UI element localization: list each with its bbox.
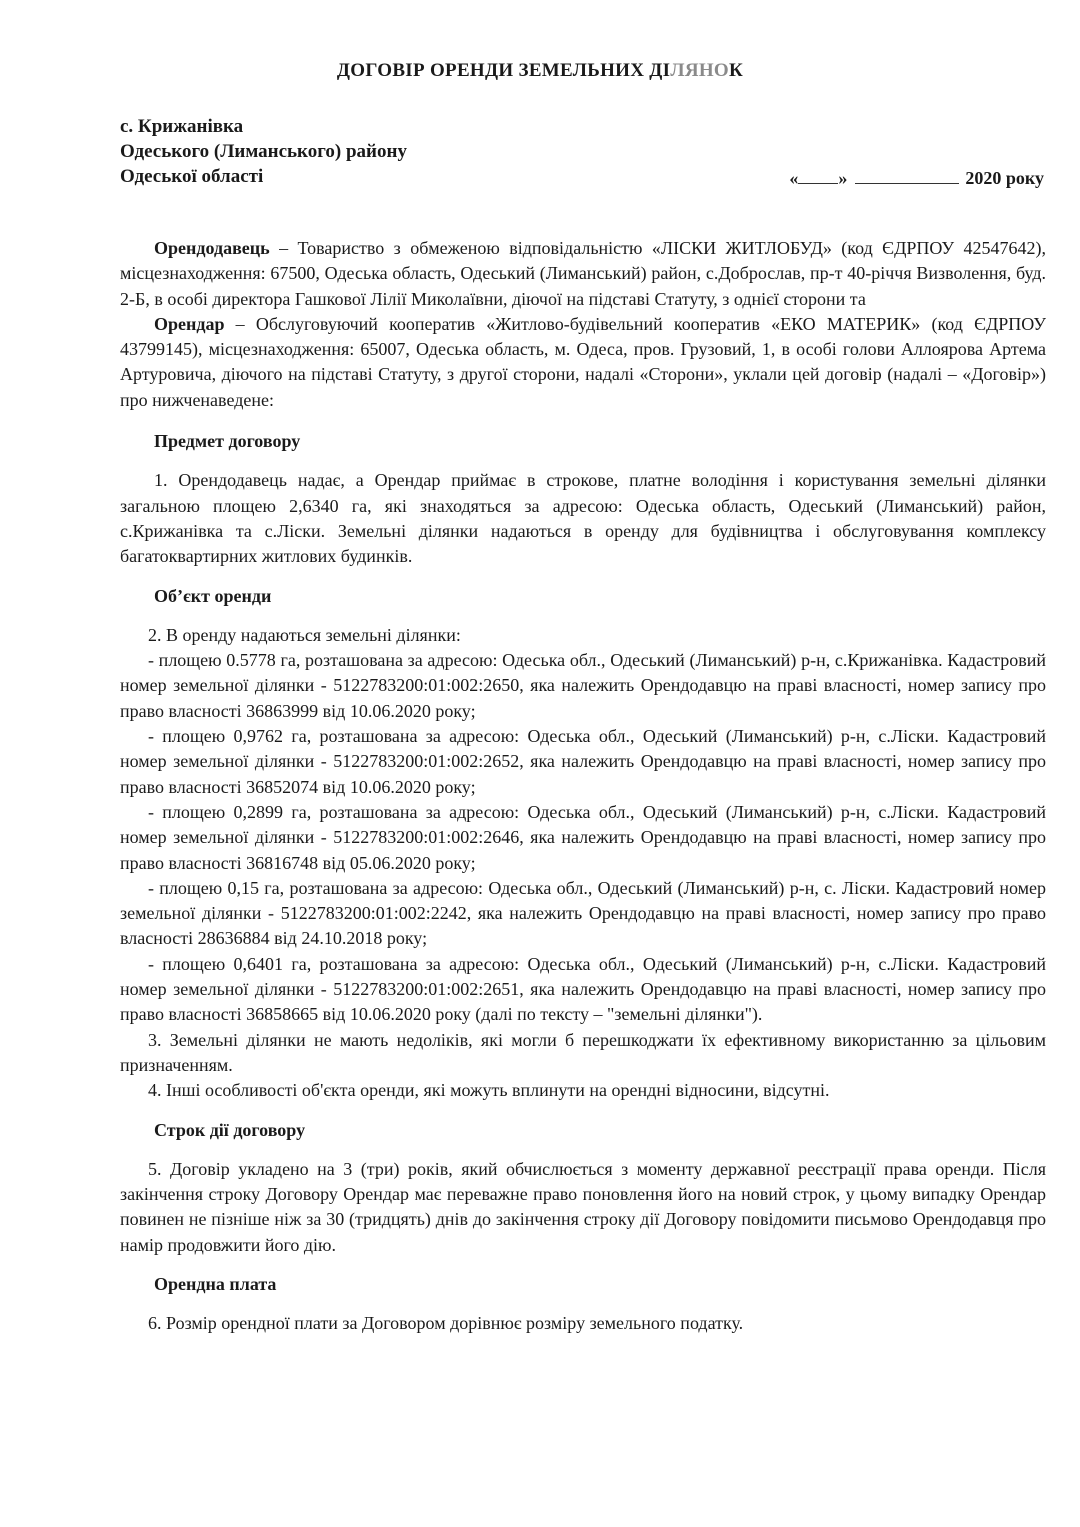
title-faded-text: ЛЯНО [670, 60, 730, 81]
clause-4: 4. Інші особливості об'єкта оренди, які можуть вплинути на орендні відносини, відсутні. [148, 1080, 830, 1101]
section-heading-term: Строк дії договору [154, 1119, 306, 1140]
title-end-text: К [729, 60, 744, 81]
lessor-label: Орендодавець [154, 238, 270, 258]
place-line-village: с. Крижанівка [120, 116, 244, 137]
land-plot-item: - площею 0,6401 га, розташована за адресою: Одеська обл., Одеський (Лиманський) р-н, с.Ліски. Кадастровий номер земельної ділянки - 5122783200:01:002:2651, яка належить Орендодавцю на праві власності, номер запису про право власності 36858665 від 10.06.2020 року (далі по тексту – "земельні ділянки"). [120, 953, 1046, 1025]
section-heading-rent: Орендна плата [154, 1273, 277, 1294]
section-heading-object: Об’єкт оренди [154, 585, 272, 606]
date-open-quote: « [789, 168, 799, 188]
place-line-district: Одеського (Лиманського) району [120, 141, 407, 162]
document-title [0, 60, 1080, 82]
clause-5: 5. Договір укладено на 3 (три) років, який обчислюється з моменту державної реєстрації права оренди. Після закінчення строку Договору Орендар має переважне право поновлення його на новий строк, у цьому випадку Орендар повинен не пізніше ніж за 30 (тридцять) днів до закінчення строку дії Договору повідомити письмово Орендодавця про намір продовжити його дію. [120, 1158, 1046, 1255]
clause-6: 6. Розмір орендної плати за Договором дорівнює розміру земельного податку. [148, 1313, 744, 1334]
lessee-paragraph [120, 312, 1046, 413]
land-plot-item: - площею 0,9762 га, розташована за адресою: Одеська обл., Одеський (Лиманський) р-н, с.Ліски. Кадастровий номер земельної ділянки - 5122783200:01:002:2652, яка належить Орендодавцю на праві власності, номер запису про право власності 36852074 від 10.06.2020 року; [120, 726, 1046, 797]
place-line-region: Одеської області [120, 166, 264, 187]
month-blank [855, 169, 959, 184]
land-plot-item: - площею 0.5778 га, розташована за адресою: Одеська обл., Одеський (Лиманський) р-н, с.Крижанівка. Кадастровий номер земельної ділянки - 5122783200:01:002:2650, яка належить Орендодавцю на праві власності, номер запису про право власності 36863999 від 10.06.2020 року; [120, 650, 1046, 721]
clause-1: 1. Орендодавець надає, а Орендар приймає в строкове, платне володіння і користування земельні ділянки загальною площею 2,6340 га, які знаходяться за адресою: Одеська область, Одеський (Лиманський) район, с.Крижанівка та с.Ліски. Земельні ділянки надаються в оренду для будівництва і обслуговування комплексу багатоквартирних житлових будинків. [120, 470, 1046, 567]
title-text: ДОГОВІР ОРЕНДИ ЗЕМЕЛЬНИХ ДІ [336, 60, 671, 81]
contract-date [789, 168, 1044, 189]
land-plot-item: - площею 0,2899 га, розташована за адресою: Одеська обл., Одеський (Лиманський) р-н, с.Ліски. Кадастровий номер земельної ділянки - 5122783200:01:002:2646, яка належить Орендодавцю на праві власності, номер запису про право власності 36816748 від 05.06.2020 року; [120, 801, 1046, 873]
place-block [120, 114, 407, 189]
clause-2: 2. В оренду надаються земельні ділянки: [148, 624, 461, 645]
lessee-label: Орендар [154, 313, 225, 334]
land-plot-item: - площею 0,15 га, розташована за адресою: Одеська обл., Одеський (Лиманський) р-н, с. Ліски. Кадастровий номер земельної ділянки - 5122783200:01:002:2242, яка належить Орендодавцю на праві власності, номер запису про право власності 28636884 від 24.10.2018 року; [120, 877, 1046, 949]
day-blank [798, 169, 838, 184]
clause-3: 3. Земельні ділянки не мають недоліків, які могли б перешкоджати їх ефективному використанню за цільовим призначенням. [120, 1029, 1046, 1075]
lessee-text: – Обслуговуючий кооператив «Житлово-будівельний кооператив «ЕКО МАТЕРИК» (код ЄДРПОУ 43799145), місцезнаходження: 65007, Одеська область, м. Одеса, пров. Грузовий, 1, в особі голови Аллоярова Артема Артуровича, діючого на підставі Статуту, з другої сторони, надалі «Сторони», уклали цей договір (надалі – «Договір») про нижченаведене: [120, 313, 1046, 410]
lessor-text: – Товариство з обмеженою відповідальністю «ЛІСКИ ЖИТЛОБУД» (код ЄДРПОУ 42547642), місцезнаходження: 67500, Одеська область, Одеський (Лиманський) район, с.Доброслав, пр-т 40-річчя Визволення, буд. 2-Б, в особі директора Гашкової Лілії Миколаївни, діючої на підставі Статуту, з однієї сторони та [120, 238, 1046, 309]
contract-body [120, 236, 1046, 1337]
lessor-paragraph [120, 236, 1046, 312]
date-close-quote: » [838, 168, 848, 188]
section-heading-subject: Предмет договору [154, 431, 301, 452]
date-year: 2020 року [965, 168, 1044, 188]
